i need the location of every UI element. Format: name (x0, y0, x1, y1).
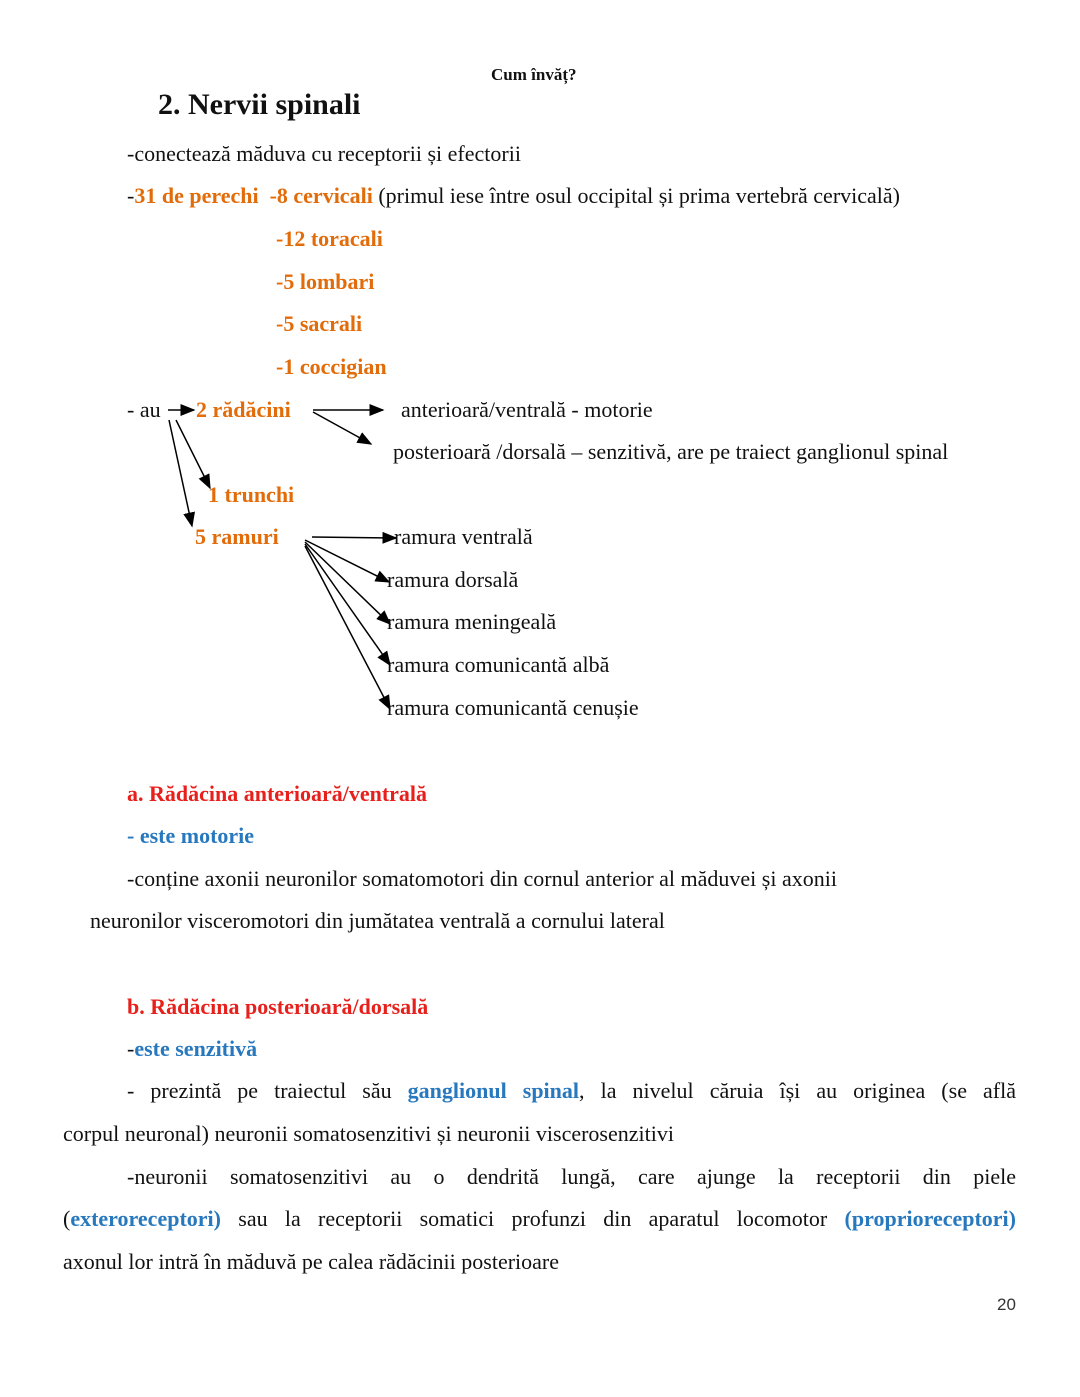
subtitle-text: este senzitivă (134, 1036, 258, 1061)
branch-item: ramura comunicantă cenușie (387, 695, 639, 720)
branch-item: ramura dorsală (387, 567, 519, 592)
diagram-roots: 2 rădăcini (196, 397, 291, 422)
branch-item: ramura comunicantă albă (387, 652, 610, 677)
running-header: Cum învăț? (491, 65, 577, 84)
page-number: 20 (997, 1295, 1016, 1314)
dash: - (127, 183, 135, 208)
section-a-subtitle: - este motorie (127, 823, 255, 848)
diagram-au: - au (127, 397, 161, 422)
section-b-subtitle (127, 1036, 257, 1062)
arrow (312, 537, 396, 538)
arrow (169, 420, 192, 526)
diagram-branches: 5 ramuri (195, 524, 279, 549)
text: - prezintă pe traiectul său (127, 1078, 408, 1103)
segment-sacral: -5 sacrali (276, 311, 363, 336)
section-a-text: neuronilor visceromotori din jumătatea ventrală a cornului lateral (90, 908, 665, 933)
arrow (305, 546, 390, 709)
segment-lumbar: -5 lombari (276, 269, 375, 294)
segment-thoracic: -12 toracali (276, 226, 383, 251)
section-b-text: -neuronii somatosenzitivi au o dendrită lungă, care ajunge la receptorii din piele (127, 1164, 1016, 1189)
section-b-text (63, 1206, 1016, 1232)
text: sau la receptorii somatici profunzi din aparatul locomotor (220, 1206, 845, 1231)
root-anterior: anterioară/ventrală - motorie (401, 397, 653, 422)
branch-item: ramura meningeală (387, 609, 557, 634)
text: , la nivelul căruia își au originea (se află (579, 1078, 1016, 1103)
section-b-text: axonul lor intră în măduvă pe calea rădăcinii posterioare (63, 1249, 560, 1274)
ganglion-term: ganglionul spinal (407, 1078, 580, 1103)
pairs-count: 31 de perechi (134, 183, 259, 208)
text: ( (63, 1206, 71, 1231)
section-a-title: a. Rădăcina anterioară/ventrală (127, 781, 428, 806)
cervical-count: -8 cervicali (269, 183, 373, 208)
arrow (305, 542, 390, 624)
root-posterior: posterioară /dorsală – senzitivă, are pe traiect ganglionul spinal (393, 439, 949, 464)
section-a-text: -conține axonii neuronilor somatomotori din cornul anterior al măduvei și axonii (127, 866, 837, 891)
intro-line: -conectează măduva cu receptorii și efectorii (127, 141, 521, 166)
exteroreceptors-term: exteroreceptori) (70, 1206, 221, 1231)
arrow (305, 544, 390, 665)
segment-coccygeal: -1 coccigian (276, 354, 387, 379)
section-title: 2. Nervii spinali (158, 88, 361, 121)
section-b-title: b. Rădăcina posterioară/dorsală (127, 994, 429, 1019)
proprioreceptors-term: (proprioreceptori) (844, 1206, 1016, 1231)
section-b-text (127, 1078, 1016, 1104)
arrow (313, 412, 371, 444)
dash: - (127, 1036, 135, 1061)
branch-item: ramura ventrală (394, 524, 533, 549)
section-b-text: corpul neuronal) neuronii somatosenzitivi și neuronii viscerosenzitivi (63, 1121, 674, 1146)
cervical-note: (primul iese între osul occipital și prima vertebră cervicală) (372, 183, 900, 208)
diagram-trunk: 1 trunchi (208, 482, 295, 507)
